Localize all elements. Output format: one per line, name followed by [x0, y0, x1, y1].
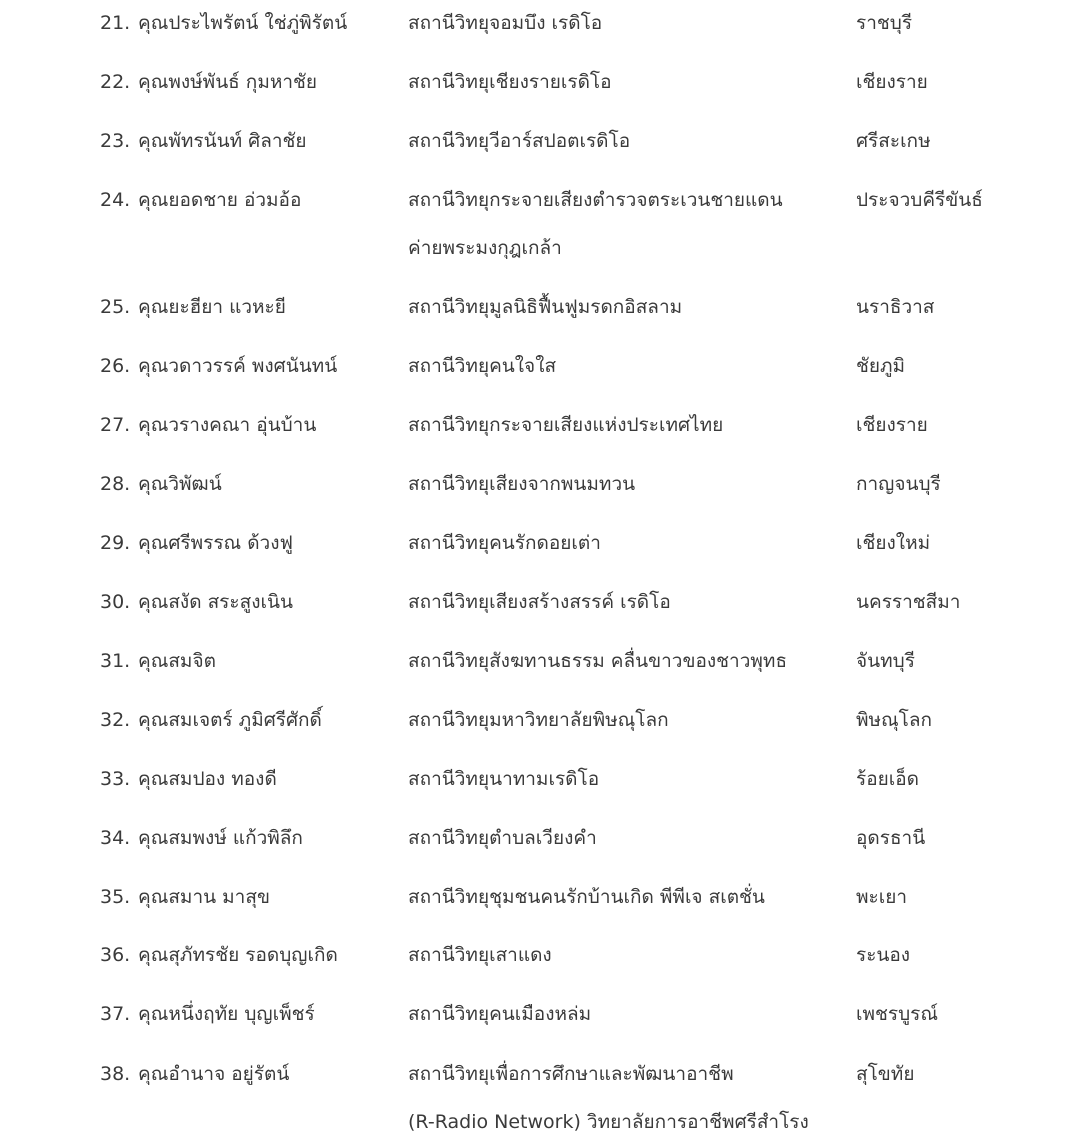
station-name-continued: ค่ายพระมงกุฎเกล้า	[408, 237, 562, 259]
province-name: เชียงใหม่	[856, 532, 931, 554]
item-number: 28.	[100, 473, 131, 495]
province-name: เพชรบูรณ์	[856, 1003, 939, 1025]
person-name: คุณยอดชาย อ่วมอ้อ	[138, 189, 302, 211]
item-number: 32.	[100, 709, 131, 731]
station-name: สถานีวิทยุเชียงรายเรดิโอ	[408, 71, 612, 93]
station-name: สถานีวิทยุเสียงสร้างสรรค์ เรดิโอ	[408, 591, 671, 613]
province-name: ศรีสะเกษ	[856, 130, 931, 152]
list-item	[0, 1065, 1073, 1141]
list-item	[0, 416, 1073, 456]
station-name: สถานีวิทยุตำบลเวียงคำ	[408, 827, 597, 849]
list-item	[0, 534, 1073, 574]
person-name: คุณวรางคณา อุ่นบ้าน	[138, 414, 317, 436]
item-number: 36.	[100, 944, 131, 966]
person-name: คุณสมาน มาสุข	[138, 886, 270, 908]
person-name: คุณอำนาจ อยู่รัตน์	[138, 1063, 290, 1085]
province-name: พะเยา	[856, 886, 908, 908]
station-name: สถานีวิทยุเสาแดง	[408, 944, 552, 966]
station-name: สถานีวิทยุจอมบึง เรดิโอ	[408, 12, 603, 34]
person-name: คุณวดาวรรค์ พงศนันทน์	[138, 355, 338, 377]
station-name: สถานีวิทยุคนใจใส	[408, 355, 557, 377]
item-number: 27.	[100, 414, 131, 436]
item-number: 38.	[100, 1063, 131, 1085]
province-name: ร้อยเอ็ด	[856, 768, 919, 790]
item-number: 29.	[100, 532, 131, 554]
list-item	[0, 357, 1073, 397]
station-name: สถานีวิทยุกระจายเสียงตำรวจตระเวนชายแดน	[408, 189, 783, 211]
item-number: 35.	[100, 886, 131, 908]
station-name-continued: (R-Radio Network) วิทยาลัยการอาชีพศรีสำโรง	[408, 1111, 809, 1133]
station-name: สถานีวิทยุมูลนิธิฟื้นฟูมรดกอิสลาม	[408, 296, 683, 318]
station-name: สถานีวิทยุสังฆทานธรรม คลื่นขาวของชาวพุทธ	[408, 650, 788, 672]
province-name: พิษณุโลก	[856, 709, 933, 731]
station-name: สถานีวิทยุคนเมืองหล่ม	[408, 1003, 592, 1025]
list-item	[0, 191, 1073, 281]
item-number: 33.	[100, 768, 131, 790]
station-name: สถานีวิทยุมหาวิทยาลัยพิษณุโลก	[408, 709, 669, 731]
province-name: สุโขทัย	[856, 1063, 915, 1085]
item-number: 30.	[100, 591, 131, 613]
station-name: สถานีวิทยุนาทามเรดิโอ	[408, 768, 600, 790]
province-name: เชียงราย	[856, 71, 928, 93]
item-number: 22.	[100, 71, 131, 93]
station-name: สถานีวิทยุชุมชนคนรักบ้านเกิด พีพีเจ สเตชั่น	[408, 886, 765, 908]
person-name: คุณพงษ์พันธ์ กุมหาชัย	[138, 71, 318, 93]
list-item	[0, 711, 1073, 751]
province-name: นครราชสีมา	[856, 591, 961, 613]
station-name: สถานีวิทยุวีอาร์สปอตเรดิโอ	[408, 130, 631, 152]
list-item	[0, 946, 1073, 986]
person-name: คุณสมปอง ทองดี	[138, 768, 277, 790]
person-name: คุณสมเจตร์ ภูมิศรีศักดิ์	[138, 709, 322, 731]
list-item	[0, 298, 1073, 338]
list-item	[0, 770, 1073, 810]
list-item	[0, 652, 1073, 692]
item-number: 24.	[100, 189, 131, 211]
station-name: สถานีวิทยุคนรักดอยเต่า	[408, 532, 601, 554]
list-item	[0, 1005, 1073, 1045]
province-name: เชียงราย	[856, 414, 928, 436]
list-item	[0, 888, 1073, 928]
province-name: ประจวบคีรีขันธ์	[856, 189, 983, 211]
person-name: คุณหนึ่งฤทัย บุญเพ็ชร์	[138, 1003, 315, 1025]
person-name: คุณสงัด สระสูงเนิน	[138, 591, 293, 613]
person-name: คุณศรีพรรณ ด้วงฟู	[138, 532, 293, 554]
person-name: คุณพัทรนันท์ ศิลาชัย	[138, 130, 307, 152]
person-name: คุณสุภัทรชัย รอดบุญเกิด	[138, 944, 338, 966]
station-name: สถานีวิทยุกระจายเสียงแห่งประเทศไทย	[408, 414, 724, 436]
person-name: คุณวิพัฒน์	[138, 473, 222, 495]
province-name: จันทบุรี	[856, 650, 915, 672]
item-number: 21.	[100, 12, 131, 34]
province-name: อุดรธานี	[856, 827, 926, 849]
list-item	[0, 14, 1073, 54]
list-item	[0, 132, 1073, 172]
province-name: ระนอง	[856, 944, 911, 966]
person-name: คุณยะฮียา แวหะยี	[138, 296, 286, 318]
station-name: สถานีวิทยุเสียงจากพนมทวน	[408, 473, 636, 495]
province-name: ราชบุรี	[856, 12, 913, 34]
province-name: นราธิวาส	[856, 296, 935, 318]
item-number: 23.	[100, 130, 131, 152]
province-name: กาญจนบุรี	[856, 473, 941, 495]
item-number: 26.	[100, 355, 131, 377]
item-number: 34.	[100, 827, 131, 849]
list-item	[0, 475, 1073, 515]
person-name: คุณประไพรัตน์ ใช่ภู่พิรัตน์	[138, 12, 348, 34]
list-item	[0, 73, 1073, 113]
item-number: 25.	[100, 296, 131, 318]
station-name: สถานีวิทยุเพื่อการศึกษาและพัฒนาอาชีพ	[408, 1063, 734, 1085]
item-number: 31.	[100, 650, 131, 672]
list-item	[0, 829, 1073, 869]
province-name: ชัยภูมิ	[856, 355, 906, 377]
item-number: 37.	[100, 1003, 131, 1025]
person-name: คุณสมจิต	[138, 650, 216, 672]
list-item	[0, 593, 1073, 633]
person-name: คุณสมพงษ์ แก้วพิลึก	[138, 827, 303, 849]
